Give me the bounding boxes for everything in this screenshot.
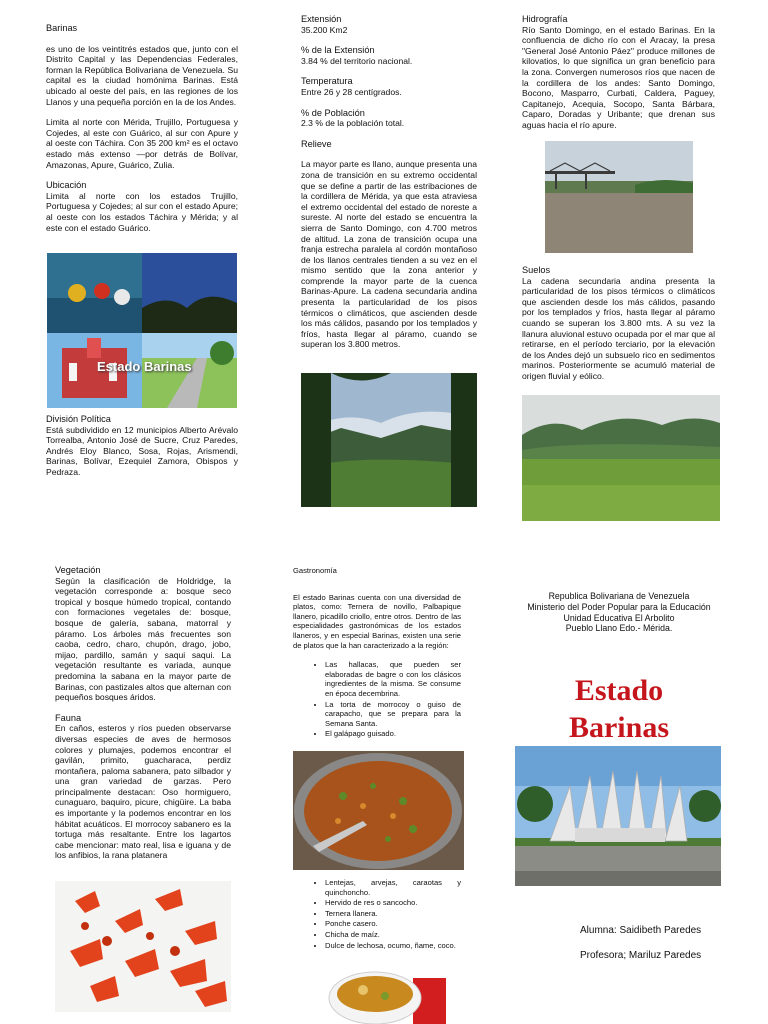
list-item: • Chicha de maíz. <box>325 930 461 940</box>
division-heading: División Política <box>46 414 111 424</box>
soup-bowl-image <box>313 968 446 1024</box>
river-bridge-image <box>545 141 693 253</box>
pct-poblacion-value: 2.3 % de la población total. <box>301 118 405 129</box>
barinas-heading: Barinas <box>46 23 78 33</box>
scarlet-ibis-image <box>55 881 231 1012</box>
list-item: • Hervido de res o sancocho. <box>325 898 461 908</box>
suelos-heading: Suelos <box>522 265 551 275</box>
column-gastronomia-list2 <box>293 878 461 951</box>
cover-title-line-1: Estado <box>574 674 664 707</box>
institution-line-4: Pueblo Llano Edo.- Mérida. <box>565 623 673 634</box>
vegetacion-heading: Vegetación <box>55 565 101 575</box>
list-item: • Dulce de lechosa, ocumo, ñame, coco. <box>325 941 461 951</box>
list-item: • El galápago guisado. <box>325 729 461 739</box>
suelos-text: La cadena secundaria andina presenta la particularidad de los pisos térmicos o climáticos que ascienden desde los más cálidos, pasando por los templados y fríos, hasta llegar al páramo cuando se superan los 3.800 mts. A su vez la llanura aluvional estuvo ocupada por el mar que al retirarse, en el período terciario, por la elevación de los Andes dejó un subsuelo rico en sedimentos marinos. Posteriormente se acumuló material de origen fluvial y eólico. <box>522 275 715 381</box>
column-gastronomia <box>293 566 461 740</box>
column-vegetacion <box>55 565 231 861</box>
ubicacion-heading: Ubicación <box>46 180 87 191</box>
list-item: • Ponche casero. <box>325 919 461 929</box>
column-intro <box>46 23 238 233</box>
ubicacion-text: Limita al norte con los estados Trujillo, Portuguesa y Cojedes; al sur con el estado Apure; al oeste con los estados Táchira y Mérida; y al este con el estado Guárico. <box>46 190 238 233</box>
relieve-text: La mayor parte es llano, aunque presenta una zona de transición en su extremo occidental que se define a partir de las estribaciones de la cordillera de Mérida, ya que esta atraviesa el extremo occidental del estado de noreste a sureste. Al norte del estado se encuentra la sierra de Santo Domingo, con 4.700 metros de altitud. La zona de transición ocupa una franja estrecha paralela al cordón montañoso de los llanos centrales tienden a su vez en el mismo sentido que la zona anterior y comprende la mayor parte de la cuenca Barinas-Apure. La cadena secundaria andina presenta la particularidad de los pisos térmicos o climáticos, que ascienden desde los más cálidos, pasando por los templados y fríos, hasta llegar al páramo, cuando se superan los 3.800 metros. <box>301 159 477 350</box>
institution-line-1: Republica Bolivariana de Venezuela <box>548 591 690 601</box>
institution-line-2: Ministerio del Poder Popular para la Educación <box>527 601 711 612</box>
list-item: • Las hallacas, que pueden ser elaboradas de bagre o con los clásicos ingredientes de la misma. Se consume en época decembrina. <box>325 660 461 698</box>
pct-extension-label: % de la Extensión <box>301 45 375 56</box>
cover-title-line-2: Barinas <box>568 711 670 744</box>
extension-label: Extensión <box>301 14 342 24</box>
dishes-list-1 <box>293 660 461 739</box>
column-division <box>46 414 238 478</box>
hidrografia-text: Río Santo Domingo, en el estado Barinas. En la confluencia de dicho río con el Aracay, la presa "General José Antonio Páez" produce millones de kilovatios, lo que significa un gran beneficio para la zona. Convergen numerosos ríos que nacen de la cordillera de los andes: Santo Domingo, Bocono, Masparro, Curbati, Caldera, Paguey, Capitanejo, Acequia, Socopo, Santa Bárbara, Caparo, Doradas y Uribante; que drenan sus aguas hacia el río apure. <box>522 24 715 130</box>
institution-block <box>505 591 733 634</box>
savanna-fog-image <box>522 395 720 521</box>
institution-line-3: Unidad Educativa El Arbolito <box>563 612 675 623</box>
column-data <box>301 14 477 350</box>
column-suelos <box>522 265 715 382</box>
collage-caption: Estado Barinas <box>97 359 192 374</box>
profesora-label: Profesora; Mariluz Paredes <box>580 950 702 961</box>
relieve-heading: Relieve <box>301 138 332 149</box>
vegetacion-text: Según la clasificación de Holdridge, la vegetación corresponde a: bosque seco tropical y bosque húmedo tropical, contando con formaciones vegetales de: bosque, bosque de galería, sabana, matorral y páramo. Los árboles más frecuentes son caoba, cedro, charo, chupón, drago, jobo, mijao, pardillo, samán y saqui saqui. La vegetación resultante es variada, aunque predomina la sabana en la mayor parte de Barinas, con pastizales altos que alternan con pequeños bosques áridos. <box>55 575 231 703</box>
dishes-list-2 <box>293 878 461 950</box>
list-item: • La torta de morrocoy o guiso de carapacho, que se prepara para la Semana Santa. <box>325 700 461 729</box>
list-item: • Ternera llanera. <box>325 909 461 919</box>
division-text: Está subdividido en 12 municipios Alberto Arévalo Torrealba, Antonio José de Sucre, Cruz Paredes, Andrés Eloy Blanco, Sosa, Rojas, Arismendi, Barinas, Bolívar, Ezequiel Zamora, Obispos y Pedraza. <box>46 424 238 477</box>
estado-barinas-collage-image <box>47 253 237 408</box>
list-item: • Lentejas, arvejas, caraotas y quinchoncho. <box>325 878 461 897</box>
temperatura-label: Temperatura <box>301 76 353 87</box>
pct-poblacion-label: % de Población <box>301 107 365 118</box>
pct-extension-value: 3.84 % del territorio nacional. <box>301 55 413 66</box>
mountain-landscape-image <box>301 373 477 507</box>
gastronomia-heading: Gastronomía <box>293 566 337 575</box>
hidrografia-heading: Hidrografía <box>522 14 568 24</box>
column-hidrografia <box>522 14 715 131</box>
fauna-text: En caños, esteros y ríos pueden observarse diversas especies de aves de hermosos colores y plumajes, podemos encontrar el gavilán, primito, guacharaca, perdiz montañera, paloma sabanera, pato silbador y una gran variedad de garzas. Pero principalmente destacan: Oso hormiguero, cunaguaro, baquiro, picure, chigüire. La baba es importante y la podemos encontrar en los hábitat acuáticos. El morrocoy sabanero es la tortuga más resaltante. Entre los lagartos cabe mencionar: mato real, lisa e iguana y de los anfibios, la rana platanera <box>55 723 231 861</box>
alumna-label: Alumna: Saidibeth Paredes <box>580 925 702 936</box>
barinas-paragraph-2: Limita al norte con Mérida, Trujillo, Portuguesa y Cojedes, al este con Guárico, al sur con Apure y al oeste con Táchira. Con 35 200 km² es el octavo estado más extenso —por detrás de Bolívar, Amazonas, Apure, Guárico, Zulia. <box>46 117 238 170</box>
fauna-heading: Fauna <box>55 712 82 723</box>
barinas-paragraph-1: es uno de los veintitrés estados que, junto con el Distrito Capital y las Dependencias Federales, forman la República Bolivariana de Venezuela. Su capital es la ciudad homónima Barinas. Está ubicado al oeste del país, en las regiones de los Llanos y una pequeña porción en la de los Andes. <box>46 43 238 107</box>
stew-pot-image <box>293 751 464 870</box>
temperatura-value: Entre 26 y 28 centígrados. <box>301 86 402 97</box>
gastronomia-text: El estado Barinas cuenta con una diversidad de platos, como: Ternera de novillo, Palbapique llanero, picadillo criollo, entre otros. Dentro de las especialidades gastronómicas de los estados llaneros, y en especial Barinas, existen una serie de platos que la han caracterizado a la región: <box>293 592 461 650</box>
monument-image <box>515 746 721 886</box>
extension-value: 35.200 Km2 <box>301 24 348 35</box>
